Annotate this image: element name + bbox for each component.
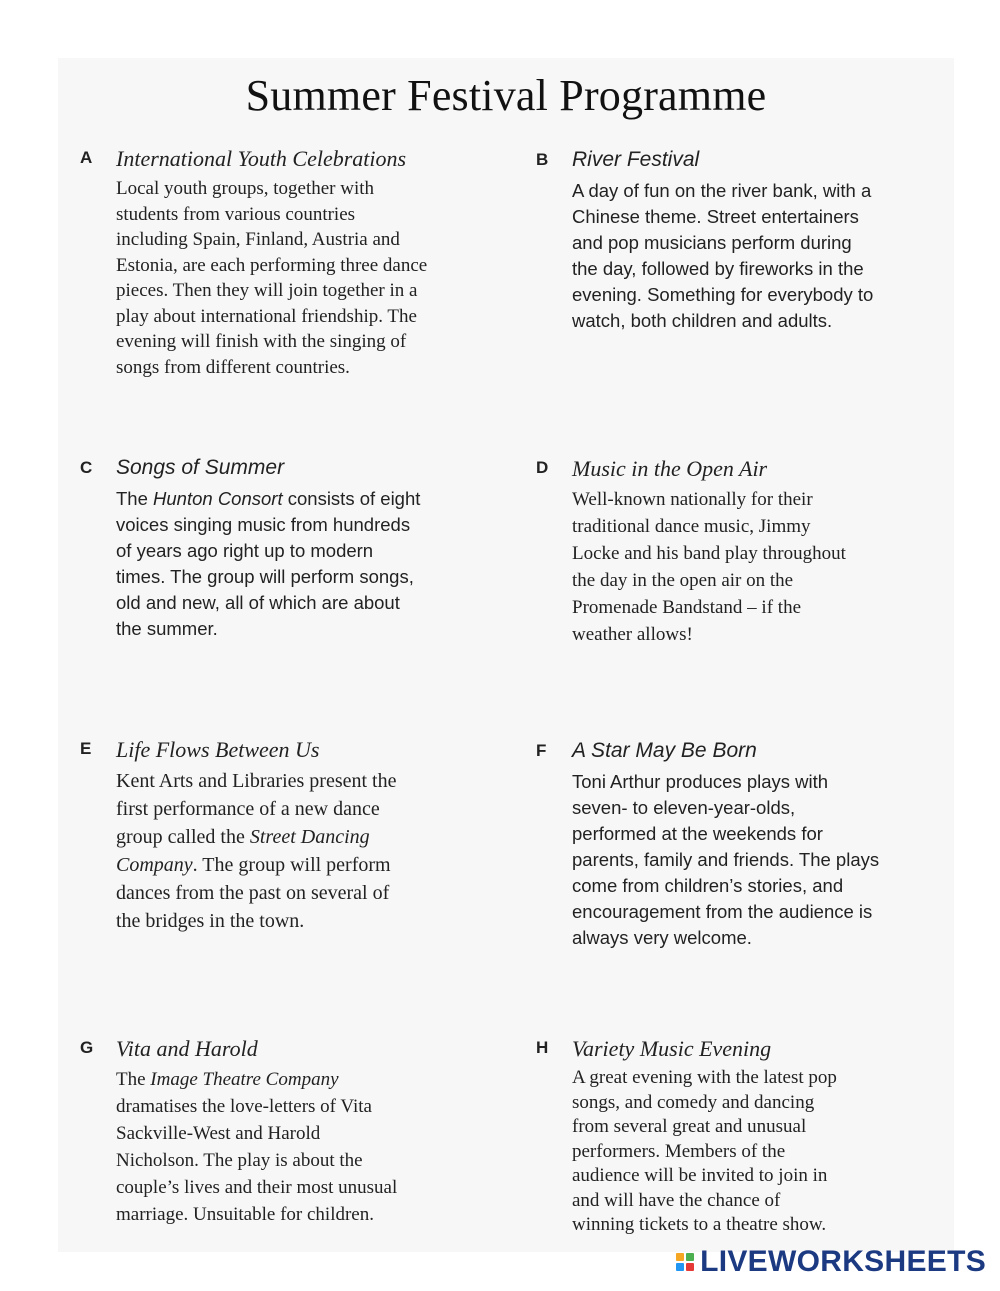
body-line: watch, both children and adults. (572, 310, 833, 331)
logo-square (676, 1253, 684, 1261)
body-line: voices singing music from hundreds (116, 514, 411, 535)
body-line: A great evening with the latest pop (572, 1067, 837, 1088)
body-line: songs, and comedy and dancing (572, 1091, 815, 1113)
body-line: marriage. Unsuitable for children. (116, 1204, 374, 1225)
entry-letter: B (536, 150, 549, 169)
company-name: Company (116, 854, 193, 876)
body-line: of years ago right up to modern (116, 540, 374, 561)
body-line: the day in the open air on the (572, 570, 794, 591)
body-line: Chinese theme. Street entertainers (572, 206, 859, 227)
body-line: Toni Arthur produces plays with (572, 771, 829, 792)
body-line: Promenade Bandstand – if the (572, 597, 802, 618)
body-line: Local youth groups, together with (116, 178, 375, 199)
body-line: seven- to eleven-year-olds, (572, 797, 796, 818)
body-line: Nicholson. The play is about the (116, 1150, 363, 1171)
body-line: and will have the chance of (572, 1189, 781, 1211)
body-line: dances from the past on several of (116, 882, 390, 904)
body-line: A day of fun on the river bank, with a (572, 180, 872, 201)
entry-body (116, 486, 486, 642)
body-line: the bridges in the town. (116, 910, 305, 932)
body-line: times. The group will perform songs, (116, 566, 414, 587)
logo-grid-icon (676, 1253, 694, 1271)
entry-letter: E (80, 739, 92, 758)
logo-text: LIVEWORKSHEETS (700, 1245, 986, 1278)
body-text: group called the (116, 826, 250, 848)
body-line: and pop musicians perform during (572, 232, 852, 253)
company-name: Image Theatre Company (150, 1069, 339, 1090)
body-line: old and new, all of which are about (116, 592, 400, 613)
body-line: Well-known nationally for their (572, 489, 813, 510)
body-line (116, 851, 486, 879)
body-text: The (116, 1069, 151, 1090)
body-line: evening will finish with the singing of (116, 331, 407, 352)
body-line: audience will be invited to join in (572, 1165, 828, 1186)
body-line: play about international friendship. The (116, 305, 417, 327)
body-line (116, 823, 486, 851)
entry-heading: Music in the Open Air (572, 456, 768, 481)
body-text: consists of eight (282, 488, 421, 509)
body-line: traditional dance music, Jimmy (572, 516, 811, 537)
body-line: come from children’s stories, and (572, 875, 844, 896)
body-line: Estonia, are each performing three dance (116, 254, 428, 276)
body-text: . The group will perform (192, 854, 391, 876)
logo-square (686, 1263, 694, 1271)
body-line: including Spain, Finland, Austria and (116, 229, 400, 250)
group-name: Hunton Consort (153, 488, 283, 509)
entry-letter: F (536, 741, 547, 760)
body-line: performed at the weekends for (572, 823, 823, 844)
entry-letter: D (536, 458, 549, 477)
entry-heading: Songs of Summer (116, 456, 285, 479)
body-line: Locke and his band play throughout (572, 543, 846, 564)
body-line (116, 486, 486, 512)
entry-body (572, 1066, 942, 1238)
body-line: pieces. Then they will join together in a (116, 280, 418, 301)
body-line: Kent Arts and Libraries present the (116, 770, 397, 792)
entry-letter: G (80, 1038, 94, 1057)
body-text: The (116, 488, 154, 509)
logo-square (676, 1263, 684, 1271)
company-name: Street Dancing (249, 826, 370, 848)
entry-body (116, 1066, 486, 1228)
body-line: students from various countries (116, 203, 356, 225)
logo-square (686, 1253, 694, 1261)
body-line: encouragement from the audience is (572, 901, 873, 922)
entry-body (116, 767, 486, 935)
body-line: evening. Something for everybody to (572, 284, 874, 305)
entry-heading: International Youth Celebrations (116, 146, 407, 171)
body-line: winning tickets to a theatre show. (572, 1214, 827, 1235)
body-line: dramatises the love-letters of Vita (116, 1096, 372, 1117)
entry-heading: A Star May Be Born (572, 739, 757, 762)
body-line: couple’s lives and their most unusual (116, 1177, 398, 1198)
body-line: weather allows! (572, 624, 693, 645)
body-line: the summer. (116, 618, 218, 639)
liveworksheets-logo[interactable] (676, 1245, 986, 1279)
entry-body (572, 486, 942, 648)
body-line: parents, family and friends. The plays (572, 849, 880, 870)
body-line (116, 1066, 486, 1093)
body-line: performers. Members of the (572, 1140, 786, 1162)
page-title: Summer Festival Programme (245, 71, 767, 120)
entry-letter: C (80, 458, 93, 477)
entry-heading: Variety Music Evening (572, 1036, 772, 1061)
entry-heading: Vita and Harold (116, 1036, 258, 1061)
body-line: always very welcome. (572, 927, 752, 948)
body-line: Sackville-West and Harold (116, 1123, 321, 1144)
entry-heading: Life Flows Between Us (116, 737, 320, 762)
body-line: songs from different countries. (116, 356, 350, 378)
entry-letter: H (536, 1038, 549, 1057)
entry-body (572, 178, 942, 334)
body-line: from several great and unusual (572, 1116, 807, 1137)
entry-letter: A (80, 148, 93, 167)
entry-heading: River Festival (572, 148, 700, 171)
entry-body (572, 769, 942, 951)
body-line: first performance of a new dance (116, 798, 380, 820)
entry-body (116, 176, 486, 380)
body-line: the day, followed by fireworks in the (572, 258, 864, 279)
